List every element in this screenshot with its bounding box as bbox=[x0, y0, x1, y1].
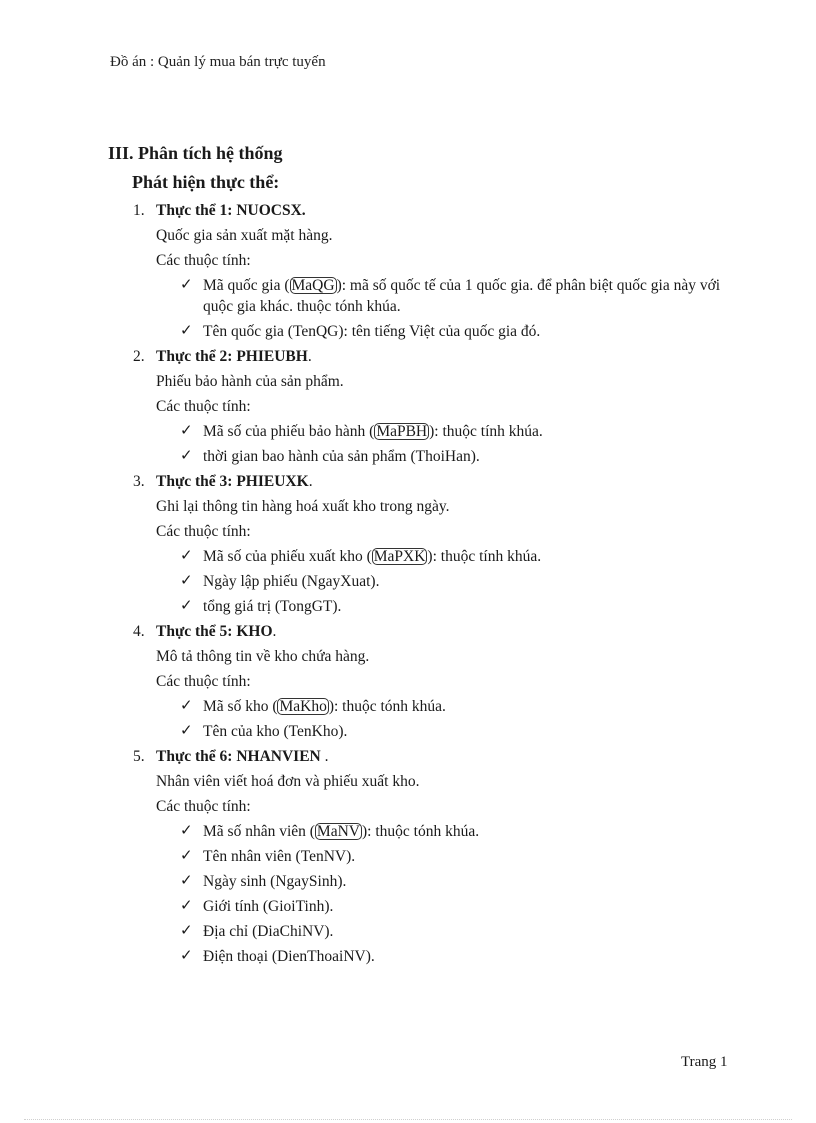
attribute-item bbox=[0, 569, 816, 594]
attributes-label: Các thuộc tính: bbox=[156, 673, 251, 690]
attribute-item bbox=[0, 544, 816, 569]
page-number: Trang 1 bbox=[681, 1054, 728, 1070]
entity-item bbox=[0, 744, 816, 969]
attribute-text: Mã số của phiếu bảo hành ( bbox=[203, 423, 375, 440]
entity-title bbox=[156, 344, 312, 369]
entity-description: Mô tả thông tin về kho chứa hàng. bbox=[156, 648, 370, 665]
entity-title-period: . bbox=[272, 623, 277, 640]
entity-heading bbox=[0, 469, 816, 494]
entity-number: 3. bbox=[133, 473, 145, 490]
checkmark-icon: ✓ bbox=[180, 277, 193, 293]
entity-item bbox=[0, 198, 816, 344]
attribute-text: tổng giá trị (TongGT). bbox=[203, 598, 342, 615]
entity-description: Quốc gia sản xuất mặt hàng. bbox=[156, 227, 333, 244]
attribute-list bbox=[0, 419, 816, 469]
section-title: III. Phân tích hệ thống bbox=[108, 143, 283, 163]
attribute-list bbox=[0, 694, 816, 744]
attribute-list bbox=[0, 819, 816, 969]
attribute-text-rest: ): mã số quốc tế của 1 quốc gia. để phân biệt quốc gia này với quộc gia khác. thuộc tónh khúa. bbox=[203, 277, 721, 315]
checkmark-icon: ✓ bbox=[180, 823, 193, 839]
entity-description: Ghi lại thông tin hàng hoá xuất kho trong ngày. bbox=[156, 498, 450, 515]
attribute-item bbox=[0, 894, 816, 919]
attributes-label: Các thuộc tính: bbox=[156, 398, 251, 415]
checkmark-icon: ✓ bbox=[180, 923, 193, 939]
attribute-text: Tên của kho (TenKho). bbox=[203, 723, 348, 740]
attribute-text: thời gian bao hành của sản phẩm (ThoiHan). bbox=[203, 448, 480, 465]
entity-title-text: Thực thể 6: NHANVIEN bbox=[156, 748, 321, 765]
attribute-text: Mã số nhân viên ( bbox=[203, 823, 315, 840]
attribute-text: Ngày sinh (NgaySinh). bbox=[203, 873, 347, 890]
entity-title-text: Thực thể 2: PHIEUBH bbox=[156, 348, 308, 365]
primary-key-name: MaPXK bbox=[373, 548, 426, 565]
entity-item bbox=[0, 344, 816, 469]
entity-heading bbox=[0, 344, 816, 369]
attribute-text: Tên quốc gia (TenQG): tên tiếng Việt của quốc gia đó. bbox=[203, 323, 541, 340]
checkmark-icon: ✓ bbox=[180, 598, 193, 614]
attributes-label: Các thuộc tính: bbox=[156, 252, 251, 269]
attribute-list bbox=[0, 544, 816, 619]
entity-heading bbox=[0, 619, 816, 644]
attribute-item bbox=[0, 694, 816, 719]
attribute-text-rest: ): thuộc tính khúa. bbox=[427, 548, 542, 565]
checkmark-icon: ✓ bbox=[180, 898, 193, 914]
attribute-text: Giới tính (GioiTinh). bbox=[203, 898, 334, 915]
attribute-item bbox=[0, 919, 816, 944]
attribute-item bbox=[0, 594, 816, 619]
entity-title-text: Thực thể 3: PHIEUXK bbox=[156, 473, 309, 490]
primary-key-name: MaQG bbox=[291, 277, 335, 294]
checkmark-icon: ✓ bbox=[180, 573, 193, 589]
attribute-text: Mã số của phiếu xuất kho ( bbox=[203, 548, 372, 565]
attribute-item bbox=[0, 819, 816, 844]
attribute-item bbox=[0, 944, 816, 969]
entity-heading bbox=[0, 198, 816, 223]
entity-title bbox=[156, 469, 313, 494]
attributes-label: Các thuộc tính: bbox=[156, 523, 251, 540]
entity-item bbox=[0, 469, 816, 619]
entity-item bbox=[0, 619, 816, 744]
attribute-item bbox=[0, 444, 816, 469]
entity-title bbox=[156, 744, 328, 769]
attribute-text: Ngày lập phiếu (NgayXuat). bbox=[203, 573, 380, 590]
primary-key-name: MaPBH bbox=[376, 423, 428, 440]
entity-description: Nhân viên viết hoá đơn và phiếu xuất kho. bbox=[156, 773, 420, 790]
entity-number: 1. bbox=[133, 202, 145, 219]
attribute-text: Tên nhân viên (TenNV). bbox=[203, 848, 356, 865]
attribute-list bbox=[0, 273, 816, 344]
attribute-text: Điện thoại (DienThoaiNV). bbox=[203, 948, 375, 965]
attribute-text: Địa chỉ (DiaChiNV). bbox=[203, 923, 334, 940]
primary-key-name: MaNV bbox=[316, 823, 360, 840]
checkmark-icon: ✓ bbox=[180, 698, 193, 714]
entity-title-period: . bbox=[320, 748, 329, 765]
primary-key-name: MaKho bbox=[279, 698, 327, 715]
entity-number: 2. bbox=[133, 348, 145, 365]
entity-number: 4. bbox=[133, 623, 145, 640]
checkmark-icon: ✓ bbox=[180, 423, 193, 439]
checkmark-icon: ✓ bbox=[180, 448, 193, 464]
attribute-item bbox=[0, 869, 816, 894]
attribute-text-rest: ): thuộc tónh khúa. bbox=[361, 823, 480, 840]
entity-title bbox=[156, 198, 306, 223]
checkmark-icon: ✓ bbox=[180, 873, 193, 889]
page-bottom-divider bbox=[24, 1119, 792, 1120]
attributes-label: Các thuộc tính: bbox=[156, 798, 251, 815]
attribute-text-rest: ): thuộc tính khúa. bbox=[429, 423, 543, 440]
entity-description: Phiếu bảo hành của sản phẩm. bbox=[156, 373, 344, 390]
attribute-item bbox=[0, 273, 816, 319]
entity-title-text: Thực thể 1: NUOCSX. bbox=[156, 202, 306, 219]
attribute-item bbox=[0, 844, 816, 869]
checkmark-icon: ✓ bbox=[180, 848, 193, 864]
checkmark-icon: ✓ bbox=[180, 723, 193, 739]
attribute-text: Mã số kho ( bbox=[203, 698, 278, 715]
entity-heading bbox=[0, 744, 816, 769]
page-header: Đồ án : Quản lý mua bán trực tuyến bbox=[110, 54, 326, 70]
entity-title-period: . bbox=[308, 473, 313, 490]
entity-title bbox=[156, 619, 276, 644]
checkmark-icon: ✓ bbox=[180, 948, 193, 964]
entity-title-period: . bbox=[307, 348, 312, 365]
entity-title-text: Thực thể 5: KHO bbox=[156, 623, 273, 640]
attribute-item bbox=[0, 719, 816, 744]
attribute-text: Mã quốc gia ( bbox=[203, 277, 290, 294]
entity-list bbox=[0, 198, 816, 969]
entity-number: 5. bbox=[133, 748, 145, 765]
checkmark-icon: ✓ bbox=[180, 323, 193, 339]
sub-title: Phát hiện thực thể: bbox=[132, 172, 280, 192]
attribute-item bbox=[0, 419, 816, 444]
attribute-text-rest: ): thuộc tónh khúa. bbox=[328, 698, 446, 715]
checkmark-icon: ✓ bbox=[180, 548, 193, 564]
attribute-item bbox=[0, 319, 816, 344]
